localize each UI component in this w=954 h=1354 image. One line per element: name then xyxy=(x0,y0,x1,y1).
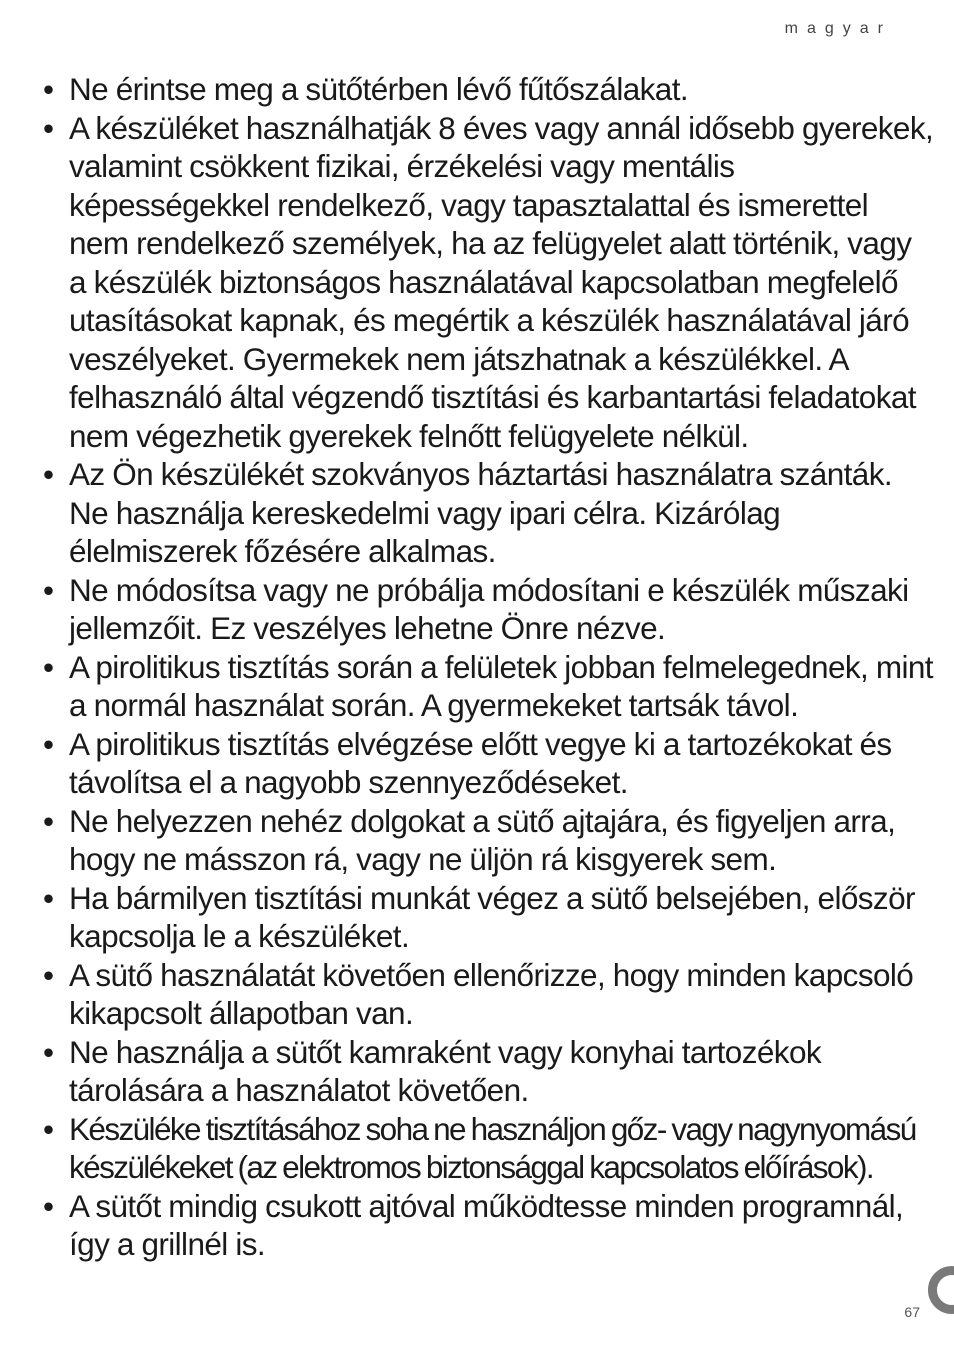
language-label: magyar xyxy=(784,20,892,37)
list-item xyxy=(40,802,935,879)
list-item-text: A készüléket használhatják 8 éves vagy annál idősebb gyerekek, valamint csökkent fizikai, érzékelési vagy mentális képességekkel rendelkező, vagy tapasztalattal és ismerettel nem rendelkező személyek, ha az felügyelet alatt történik, vagy a készülék biztonságos használatával kapcsolatban megfelelő utasításokat kapnak, és megértik a készülék használatával járó veszélyeket. Gyermekek nem játszhatnak a készülékkel. A felhasználó által végzendő tisztítási és karbantartási feladatokat nem végezhetik gyerekek felnőtt felügyelete nélkül. xyxy=(69,109,934,454)
bullet-icon: • xyxy=(43,109,54,146)
list-item xyxy=(40,70,935,109)
list-item xyxy=(40,648,935,725)
list-item-text: Ha bármilyen tisztítási munkát végez a sütő belsejében, először kapcsolja le a készüléket. xyxy=(69,879,915,954)
bullet-icon: • xyxy=(43,1110,53,1147)
list-item xyxy=(40,1110,935,1187)
list-item xyxy=(40,1187,935,1264)
list-item xyxy=(40,956,935,1033)
bullet-icon: • xyxy=(43,1033,54,1070)
list-item-text: Az Ön készülékét szokványos háztartási használatra szánták. Ne használja kereskedelmi vagy ipari célra. Kizárólag élelmiszerek főzésére alkalmas. xyxy=(69,456,893,569)
list-item xyxy=(40,879,935,956)
list-item xyxy=(40,455,935,571)
bullet-icon: • xyxy=(43,802,54,839)
list-item-text: A sütőt mindig csukott ajtóval működtesse minden programnál, így a grillnél is. xyxy=(69,1187,904,1262)
list-item xyxy=(40,1033,935,1110)
list-item-text: Ne módosítsa vagy ne próbálja módosítani e készülék műszaki jellemzőit. Ez veszélyes lehetne Önre nézve. xyxy=(69,571,909,646)
list-item-text: Ne használja a sütőt kamraként vagy konyhai tartozékok tárolására a használatot követően. xyxy=(69,1033,822,1108)
bullet-icon: • xyxy=(43,956,54,993)
list-item-text: A sütő használatát követően ellenőrizze, hogy minden kapcsoló kikapcsolt állapotban van. xyxy=(69,956,914,1031)
page-number: 67 xyxy=(904,1304,920,1320)
list-item-text: A pirolitikus tisztítás során a felületek jobban felmelegednek, mint a normál használat során. A gyermekeket tartsák távol. xyxy=(69,648,933,723)
bullet-icon: • xyxy=(43,571,54,608)
list-item xyxy=(40,109,935,456)
bullet-icon: • xyxy=(43,725,54,762)
safety-instructions-list xyxy=(40,70,935,1264)
page-edge-ring-icon xyxy=(928,1266,954,1314)
list-item-text: Ne helyezzen nehéz dolgokat a sütő ajtajára, és figyeljen arra, hogy ne másszon rá, vagy ne üljön rá kisgyerek sem. xyxy=(69,802,896,877)
list-item-text: Készüléke tisztításához soha ne használjon gőz- vagy nagynyomású készülékeket (az elektromos biztonsággal kapcsolatos előírások). xyxy=(69,1110,916,1185)
list-item xyxy=(40,571,935,648)
list-item-text: Ne érintse meg a sütőtérben lévő fűtőszálakat. xyxy=(69,71,689,107)
bullet-icon: • xyxy=(43,456,54,492)
bullet-icon: • xyxy=(43,71,54,107)
bullet-icon: • xyxy=(43,879,54,916)
bullet-icon: • xyxy=(43,1187,54,1224)
bullet-icon: • xyxy=(43,648,54,685)
list-item xyxy=(40,725,935,802)
list-item-text: A pirolitikus tisztítás elvégzése előtt vegye ki a tartozékokat és távolítsa el a nagyobb szennyeződéseket. xyxy=(69,725,892,800)
